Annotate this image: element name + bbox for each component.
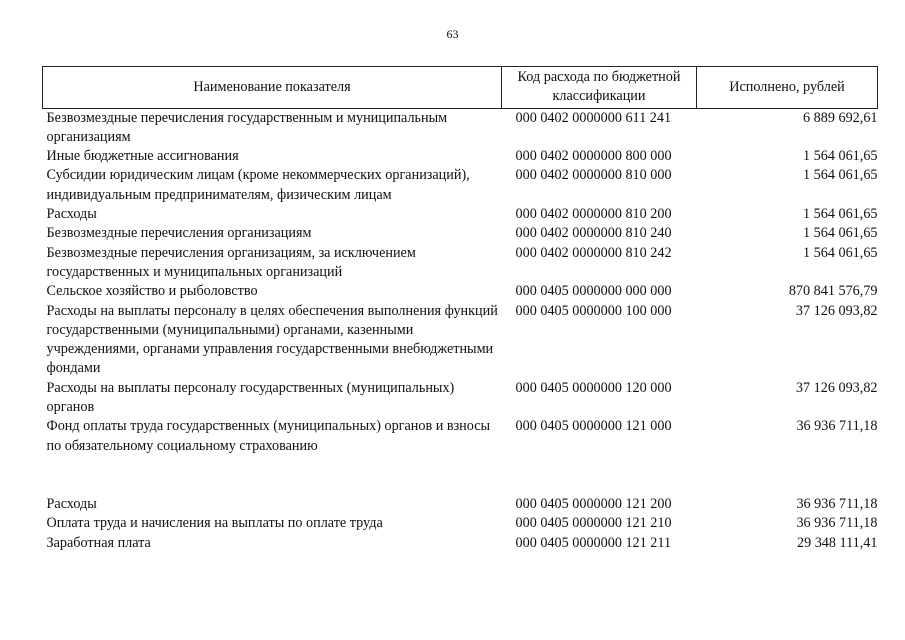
table-header-row	[43, 67, 878, 109]
row-amount: 870 841 576,79	[788, 283, 878, 300]
table-row	[43, 495, 878, 514]
row-amount: 1 564 061,65	[803, 225, 878, 242]
row-name: Фонд оплаты труда государственных (муниципальных) органов и взносы по обязательному социальному страхованию	[46, 418, 491, 454]
page-number: 63	[446, 27, 459, 41]
header-expense-code: Код расхода по бюджетной классификации	[502, 67, 697, 109]
row-code: 000 0405 0000000 121 211	[515, 534, 672, 551]
row-amount: 6 889 692,61	[803, 109, 878, 126]
row-code: 000 0405 0000000 100 000	[515, 302, 672, 319]
row-name: Оплата труда и начисления на выплаты по оплате труда	[46, 515, 383, 532]
row-code: 000 0402 0000000 611 241	[515, 109, 672, 126]
row-amount: 1 564 061,65	[803, 206, 878, 223]
row-code: 000 0405 0000000 121 000	[515, 418, 672, 435]
row-name: Расходы	[46, 206, 97, 223]
table-row	[43, 417, 878, 456]
row-name: Безвозмездные перечисления государственным и муниципальным организациям	[46, 109, 448, 145]
row-name: Расходы на выплаты персоналу в целях обеспечения выполнения функций государственными (муниципальными) органами, казенными учреждениями, органами управления государственными внебюджетными фондами	[46, 302, 498, 377]
row-code: 000 0405 0000000 000 000	[515, 283, 672, 300]
row-name: Иные бюджетные ассигнования	[46, 148, 239, 165]
table-row	[43, 166, 878, 205]
row-code: 000 0402 0000000 810 000	[515, 167, 672, 184]
table-row	[43, 302, 878, 379]
spacer-row	[43, 456, 878, 495]
row-code: 000 0402 0000000 810 240	[515, 225, 672, 242]
budget-execution-table	[42, 66, 878, 553]
row-code: 000 0405 0000000 121 210	[515, 515, 672, 532]
table-row	[43, 534, 878, 553]
row-amount: 37 126 093,82	[795, 302, 878, 319]
row-name: Сельское хозяйство и рыболовство	[46, 283, 258, 300]
table-row	[43, 108, 878, 147]
row-name: Расходы на выплаты персоналу государственных (муниципальных) органов	[46, 379, 455, 416]
header-executed-amount: Исполнено, рублей	[697, 67, 878, 109]
row-name: Расходы	[46, 495, 97, 512]
table-row	[43, 244, 878, 283]
row-name: Субсидии юридическим лицам (кроме некоммерческих организаций), индивидуальным предпринимателям, физическим лицам	[46, 167, 470, 203]
row-amount: 37 126 093,82	[795, 379, 878, 396]
table-row	[43, 205, 878, 224]
header-indicator-name: Наименование показателя	[43, 67, 502, 109]
row-code: 000 0402 0000000 810 200	[515, 206, 672, 223]
row-amount: 36 936 711,18	[796, 418, 878, 435]
row-code: 000 0402 0000000 800 000	[515, 148, 672, 165]
row-amount: 36 936 711,18	[796, 515, 878, 532]
row-name: Заработная плата	[46, 534, 151, 551]
row-name: Безвозмездные перечисления организациям	[46, 225, 312, 242]
row-amount: 1 564 061,65	[803, 244, 878, 261]
row-code: 000 0405 0000000 120 000	[515, 379, 672, 396]
row-amount: 36 936 711,18	[796, 495, 878, 512]
row-name: Безвозмездные перечисления организациям, за исключением государственных и муниципальных организаций	[46, 244, 416, 280]
row-code: 000 0402 0000000 810 242	[515, 244, 672, 261]
table-row	[43, 224, 878, 243]
row-amount: 29 348 111,41	[796, 534, 878, 551]
table-row	[43, 379, 878, 418]
table-row	[43, 282, 878, 301]
row-amount: 1 564 061,65	[803, 148, 878, 165]
table-row	[43, 514, 878, 533]
table-row	[43, 147, 878, 166]
row-amount: 1 564 061,65	[803, 167, 878, 184]
row-code: 000 0405 0000000 121 200	[515, 495, 672, 512]
